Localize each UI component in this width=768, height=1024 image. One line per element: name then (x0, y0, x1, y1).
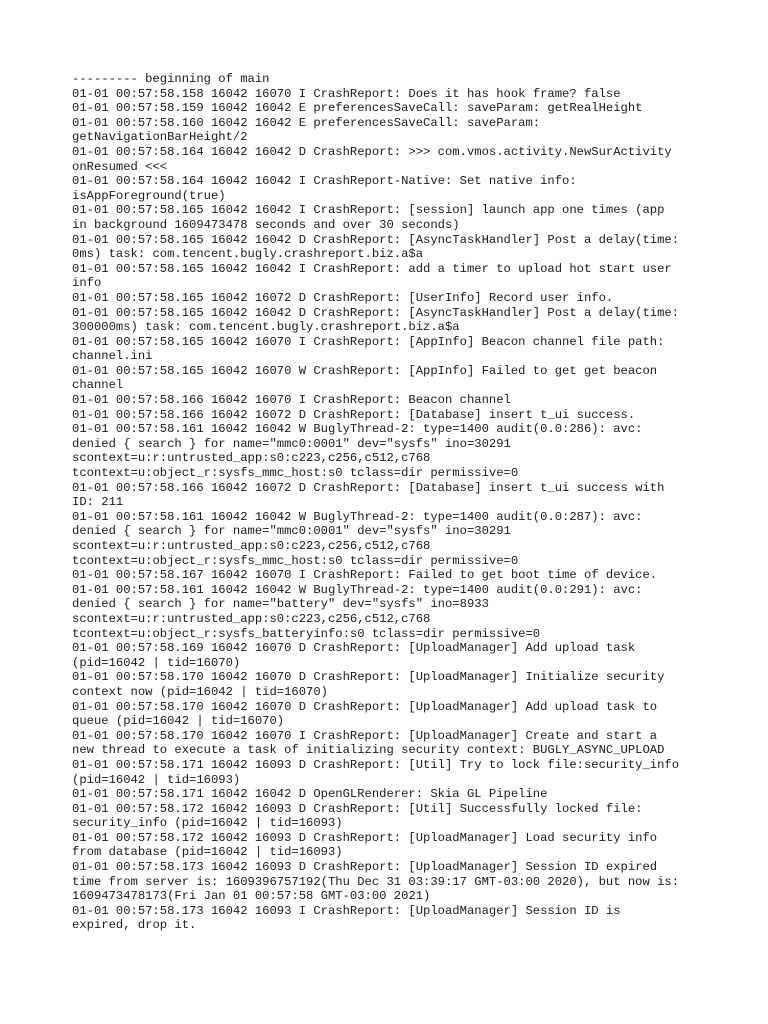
log-line: 0ms) task: com.tencent.bugly.crashreport.biz.a$a (72, 247, 424, 262)
log-line: 01-01 00:57:58.161 16042 16042 W BuglyThread-2: type=1400 audit(0.0:286): avc: (72, 422, 643, 437)
log-line: 01-01 00:57:58.165 16042 16072 D CrashReport: [UserInfo] Record user info. (72, 290, 614, 305)
log-line: denied { search } for name="mmc0:0001" dev="sysfs" ino=30291 (72, 524, 511, 539)
log-line: 1609473478173(Fri Jan 01 00:57:58 GMT-03:00 2021) (72, 889, 431, 904)
log-text-block (72, 72, 712, 933)
log-line: --------- beginning of main (72, 72, 270, 86)
log-line: new thread to execute a task of initializing security context: BUGLY_ASYNC_UPLOAD (72, 743, 665, 758)
log-line: 01-01 00:57:58.164 16042 16042 D CrashReport: >>> com.vmos.activity.NewSurActivity (72, 144, 672, 159)
log-line: tcontext=u:object_r:sysfs_mmc_host:s0 tclass=dir permissive=0 (72, 466, 519, 481)
log-line: scontext=u:r:untrusted_app:s0:c223,c256,c512,c768 (72, 611, 431, 626)
log-line: 01-01 00:57:58.170 16042 16070 D CrashReport: [UploadManager] Add upload task to (72, 699, 658, 714)
log-line: 01-01 00:57:58.169 16042 16070 D CrashReport: [UploadManager] Add upload task (72, 641, 636, 656)
log-line: from database (pid=16042 | tid=16093) (72, 845, 343, 860)
log-line: 01-01 00:57:58.173 16042 16093 I CrashReport: [UploadManager] Session ID is (72, 903, 621, 918)
log-line: security_info (pid=16042 | tid=16093) (72, 816, 343, 831)
log-line: 01-01 00:57:58.166 16042 16072 D CrashReport: [Database] insert t_ui success with (72, 480, 665, 495)
log-line: 01-01 00:57:58.160 16042 16042 E preferencesSaveCall: saveParam: (72, 115, 541, 130)
log-line: in background 1609473478 seconds and over 30 seconds) (72, 217, 460, 232)
log-line: queue (pid=16042 | tid=16070) (72, 714, 285, 729)
log-line: 01-01 00:57:58.159 16042 16042 E preferencesSaveCall: saveParam: getRealHeight (72, 101, 643, 116)
log-line: 01-01 00:57:58.173 16042 16093 D CrashReport: [UploadManager] Session ID expired (72, 860, 658, 875)
log-line: scontext=u:r:untrusted_app:s0:c223,c256,c512,c768 (72, 451, 431, 466)
log-line: info (72, 276, 102, 291)
log-line: 01-01 00:57:58.161 16042 16042 W BuglyThread-2: type=1400 audit(0.0:291): avc: (72, 582, 643, 597)
log-line: context now (pid=16042 | tid=16070) (72, 684, 328, 699)
log-line: onResumed <<< (72, 159, 168, 174)
log-line: denied { search } for name="mmc0:0001" dev="sysfs" ino=30291 (72, 436, 511, 451)
log-line: 01-01 00:57:58.166 16042 16072 D CrashReport: [Database] insert t_ui success. (72, 407, 636, 422)
log-line: tcontext=u:object_r:sysfs_batteryinfo:s0 tclass=dir permissive=0 (72, 626, 541, 641)
log-line: (pid=16042 | tid=16070) (72, 655, 241, 670)
log-line: denied { search } for name="battery" dev="sysfs" ino=8933 (72, 597, 489, 612)
log-line: 01-01 00:57:58.165 16042 16042 D CrashReport: [AsyncTaskHandler] Post a delay(time: (72, 232, 680, 247)
log-line: scontext=u:r:untrusted_app:s0:c223,c256,c512,c768 (72, 539, 431, 553)
log-line: 01-01 00:57:58.167 16042 16070 I CrashReport: Failed to get boot time of device. (72, 568, 658, 583)
log-line: 01-01 00:57:58.165 16042 16070 I CrashReport: [AppInfo] Beacon channel file path: (72, 334, 665, 349)
log-line: 01-01 00:57:58.165 16042 16042 D CrashReport: [AsyncTaskHandler] Post a delay(time: (72, 305, 680, 320)
log-line: isAppForeground(true) (72, 188, 226, 203)
log-line: 01-01 00:57:58.171 16042 16042 D OpenGLRenderer: Skia GL Pipeline (72, 787, 548, 802)
log-line: 01-01 00:57:58.164 16042 16042 I CrashReport-Native: Set native info: (72, 174, 577, 189)
log-line: 01-01 00:57:58.158 16042 16070 I CrashReport: Does it has hook frame? false (72, 86, 621, 101)
log-line: channel.ini (72, 349, 153, 364)
log-line: 01-01 00:57:58.172 16042 16093 D CrashReport: [Util] Successfully locked file: (72, 801, 643, 816)
log-line: getNavigationBarHeight/2 (72, 130, 248, 145)
log-line: 01-01 00:57:58.170 16042 16070 I CrashReport: [UploadManager] Create and start a (72, 728, 658, 743)
log-line: 01-01 00:57:58.170 16042 16070 D CrashReport: [UploadManager] Initialize security (72, 670, 665, 685)
log-line: 01-01 00:57:58.161 16042 16042 W BuglyThread-2: type=1400 audit(0.0:287): avc: (72, 509, 643, 524)
log-line: 01-01 00:57:58.171 16042 16093 D CrashReport: [Util] Try to lock file:security_info (72, 757, 680, 772)
log-line: channel (72, 378, 124, 393)
log-line: 300000ms) task: com.tencent.bugly.crashreport.biz.a$a (72, 320, 460, 335)
log-line: 01-01 00:57:58.172 16042 16093 D CrashReport: [UploadManager] Load security info (72, 830, 658, 845)
log-line: 01-01 00:57:58.165 16042 16042 I CrashReport: [session] launch app one times (app (72, 203, 665, 218)
log-line: time from server is: 1609396757192(Thu Dec 31 03:39:17 GMT-03:00 2020), but now is: (72, 874, 680, 889)
log-line: 01-01 00:57:58.165 16042 16070 W CrashReport: [AppInfo] Failed to get get beacon (72, 363, 658, 378)
log-line: (pid=16042 | tid=16093) (72, 772, 241, 787)
log-document (72, 72, 712, 933)
log-line: tcontext=u:object_r:sysfs_mmc_host:s0 tclass=dir permissive=0 (72, 553, 519, 568)
log-line: expired, drop it. (72, 918, 197, 933)
log-line: 01-01 00:57:58.165 16042 16042 I CrashReport: add a timer to upload hot start user (72, 261, 672, 276)
log-line: ID: 211 (72, 495, 124, 510)
log-line: 01-01 00:57:58.166 16042 16070 I CrashReport: Beacon channel (72, 393, 511, 408)
